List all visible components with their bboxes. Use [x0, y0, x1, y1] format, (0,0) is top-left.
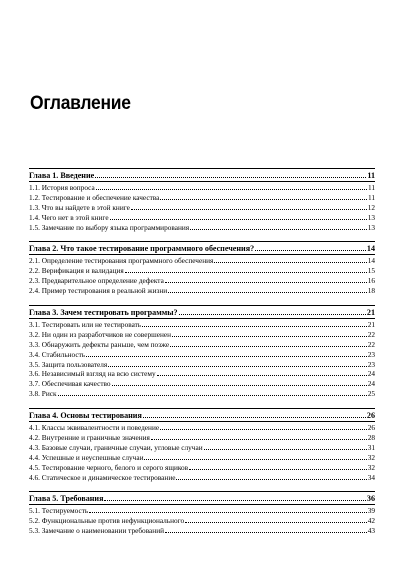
toc-entry-page-number: 24 [367, 369, 375, 379]
chapter-heading-label: Глава 2. Что такое тестирование программного обеспечения? [29, 244, 255, 254]
toc-entry-label: 3.1. Тестировать или не тестировать [29, 320, 142, 330]
toc-entry-page-number: 13 [367, 222, 375, 232]
chapter-top-rule [29, 168, 375, 169]
dot-leader [189, 468, 367, 470]
chapter-heading-label: Глава 5. Требования [29, 494, 104, 504]
toc-entry-page-number: 14 [367, 256, 375, 266]
chapter-top-rule [29, 408, 375, 409]
toc-entry[interactable] [29, 266, 375, 276]
toc-entry[interactable] [29, 350, 375, 360]
toc-entry-label: 3.3. Обнаружить дефекты раньше, чем позже [29, 339, 170, 349]
toc-entry-label: 1.5. Замечание по выбору языка программирования [29, 222, 190, 232]
dot-leader [95, 176, 366, 178]
toc-entry[interactable] [29, 516, 375, 526]
toc-entry[interactable] [29, 320, 375, 330]
toc-entry-label: 3.2. Ни один из разработчиков не совершенен [29, 329, 171, 339]
dot-leader [170, 345, 367, 347]
chapter-top-rule [29, 241, 375, 242]
dot-leader [131, 208, 367, 210]
chapter-heading-page-number: 11 [367, 171, 375, 180]
dot-leader [96, 188, 367, 190]
chapter-heading-label: Глава 1. Введение [29, 171, 95, 180]
toc-entry[interactable] [29, 473, 375, 483]
toc-entry-label: 2.1. Определение тестирования программного обеспечения [29, 256, 214, 266]
toc-entry[interactable] [29, 276, 375, 286]
toc-entry-label: 2.4. Пример тестирования в реальной жизни [29, 286, 168, 296]
dot-leader [104, 499, 365, 501]
dot-leader [190, 228, 367, 230]
dot-leader [172, 335, 367, 337]
toc-entry-page-number: 21 [367, 320, 375, 330]
dot-leader [142, 325, 367, 327]
toc-entry-label: 1.3. Что вы найдете в этой книге [29, 202, 130, 212]
toc-entry-page-number: 18 [367, 286, 375, 296]
dot-leader [165, 531, 367, 533]
dot-leader [58, 394, 367, 396]
toc-entry-page-number: 43 [367, 526, 375, 536]
toc-chapter [29, 241, 375, 296]
toc-entry-page-number: 42 [367, 516, 375, 526]
dot-leader [214, 261, 366, 263]
dot-leader [112, 384, 367, 386]
toc-entry[interactable] [29, 183, 375, 193]
toc-entry-page-number: 11 [367, 192, 375, 202]
chapter-heading-block [29, 410, 375, 422]
toc-entry-page-number: 23 [367, 349, 375, 359]
toc-entry-page-number: 13 [367, 212, 375, 222]
dot-leader [160, 198, 367, 200]
chapter-heading-page-number: 26 [366, 411, 375, 421]
chapter-heading-block [29, 307, 375, 319]
toc-entry[interactable] [29, 369, 375, 379]
toc-entry-page-number: 12 [367, 202, 375, 212]
chapter-heading[interactable] [29, 493, 375, 504]
toc-entry-page-number: 24 [367, 379, 375, 389]
chapter-heading-label: Глава 4. Основы тестирования [29, 411, 142, 421]
toc-entry[interactable] [29, 223, 375, 233]
chapter-heading-block [29, 243, 375, 255]
chapter-heading[interactable] [29, 307, 375, 318]
dot-leader [125, 271, 367, 273]
chapter-heading-label: Глава 3. Зачем тестировать программы? [29, 308, 178, 318]
toc-entry-label: 5.3. Замечание о наименовании требований [29, 526, 165, 536]
toc-entry-label: 4.5. Тестирование черного, белого и серого ящиков [29, 462, 189, 472]
toc-entry-label: 4.4. Успешные и неуспешные случаи [29, 452, 144, 462]
toc-chapter [29, 491, 375, 536]
toc-entry-label: 5.1. Тестируемость [29, 506, 89, 516]
dot-leader [165, 281, 367, 283]
dot-leader [168, 291, 367, 293]
toc-entry-page-number: 34 [367, 472, 375, 482]
dot-leader [86, 355, 367, 357]
toc-entry[interactable] [29, 379, 375, 389]
dot-leader [151, 438, 367, 440]
toc-entry[interactable] [29, 340, 375, 350]
toc-entry[interactable] [29, 256, 375, 266]
toc-entry-label: 3.4. Стабильность [29, 349, 86, 359]
toc-entry[interactable] [29, 453, 375, 463]
dot-leader [110, 218, 367, 220]
toc-entry-label: 5.2. Функциональные против нефункционального [29, 516, 185, 526]
dot-leader [176, 478, 366, 480]
toc-entry-page-number: 31 [367, 442, 375, 452]
toc-entry-page-number: 22 [367, 329, 375, 339]
toc-entry[interactable] [29, 463, 375, 473]
toc-entry-label: 1.2. Тестирование и обеспечение качества [29, 192, 160, 202]
toc-entry[interactable] [29, 506, 375, 516]
toc-entry-page-number: 15 [367, 266, 375, 276]
chapter-top-rule [29, 491, 375, 492]
toc-entry-page-number: 16 [367, 276, 375, 286]
toc-entry-page-number: 28 [367, 433, 375, 443]
toc-entry-label: 3.6. Независимый взгляд на всю систему [29, 369, 156, 379]
dot-leader [179, 313, 366, 315]
toc-entry-page-number: 22 [367, 339, 375, 349]
dot-leader [185, 521, 367, 523]
toc-entry-page-number: 32 [367, 452, 375, 462]
chapter-top-rule [29, 305, 375, 306]
dot-leader [144, 458, 366, 460]
toc-entry[interactable] [29, 203, 375, 213]
toc-entry[interactable] [29, 360, 375, 370]
toc-entry-label: 4.3. Базовые случаи, граничные случаи, угловые случаи [29, 442, 203, 452]
toc-entry-label: 1.4. Чего нет в этой книге [29, 212, 109, 222]
toc-entry-label: 4.2. Внутренние и граничные значения [29, 433, 150, 443]
toc-entry-page-number: 32 [367, 462, 375, 472]
dot-leader [108, 365, 366, 367]
dot-leader [204, 448, 367, 450]
toc-entry-page-number: 25 [367, 389, 375, 399]
chapter-heading-page-number: 21 [366, 308, 375, 318]
toc-chapter [29, 305, 375, 399]
chapter-heading-page-number: 36 [366, 494, 375, 504]
chapter-heading-block [29, 170, 375, 182]
toc-chapter [29, 408, 375, 482]
toc-entry[interactable] [29, 213, 375, 223]
toc-entry[interactable] [29, 286, 375, 296]
toc-entry-label: 2.2. Верификация и валидация [29, 266, 124, 276]
page-title: Оглавление [30, 93, 131, 114]
chapter-heading-block [29, 493, 375, 505]
toc-entry-page-number: 23 [367, 359, 375, 369]
table-of-contents [29, 168, 375, 545]
chapter-heading-page-number: 14 [366, 244, 375, 254]
toc-entry-label: 4.1. Классы эквивалентности и поведение [29, 423, 160, 433]
toc-entry[interactable] [29, 423, 375, 433]
toc-entry-page-number: 39 [367, 506, 375, 516]
dot-leader [157, 374, 367, 376]
toc-chapter [29, 168, 375, 232]
chapter-heading[interactable] [29, 243, 375, 254]
toc-entry-label: 1.1. История вопроса [29, 183, 95, 192]
toc-entry[interactable] [29, 389, 375, 399]
toc-entry[interactable] [29, 443, 375, 453]
toc-entry[interactable] [29, 526, 375, 536]
toc-entry-page-number: 26 [367, 423, 375, 433]
toc-entry-label: 3.5. Защита пользователя [29, 359, 108, 369]
toc-entry-label: 2.3. Предварительное определение дефекта [29, 276, 164, 286]
toc-entry[interactable] [29, 433, 375, 443]
toc-entry-label: 3.8. Риск [29, 389, 57, 399]
toc-entry-label: 3.7. Обеспечивая качество [29, 379, 111, 389]
dot-leader [255, 249, 366, 251]
dot-leader [160, 428, 367, 430]
toc-entry-page-number: 11 [367, 183, 375, 192]
toc-entry[interactable] [29, 193, 375, 203]
toc-entry-label: 4.6. Статическое и динамическое тестирование [29, 472, 176, 482]
dot-leader [89, 511, 366, 513]
chapter-heading[interactable] [29, 170, 375, 181]
chapter-heading[interactable] [29, 410, 375, 421]
toc-entry[interactable] [29, 330, 375, 340]
dot-leader [143, 416, 366, 418]
